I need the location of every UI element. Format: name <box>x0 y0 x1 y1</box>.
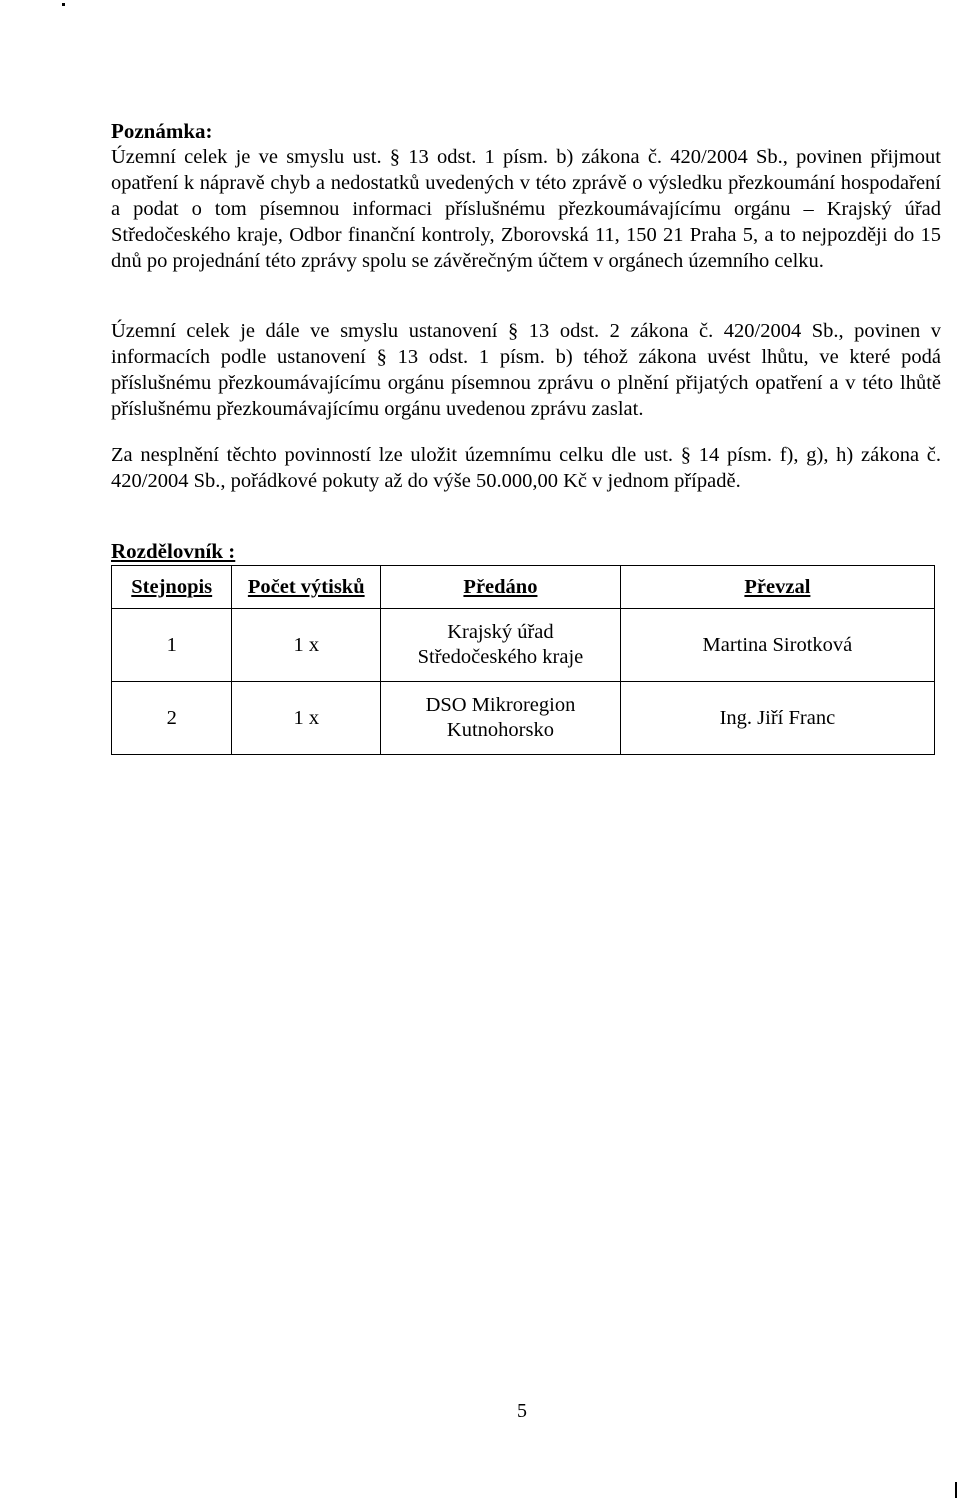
column-header-received-by: Převzal <box>620 566 934 609</box>
cell-copy: 1 <box>112 609 232 682</box>
table-row <box>112 609 935 682</box>
column-header-count: Počet výtisků <box>232 566 381 609</box>
note-paragraph-penalty: Za nesplnění těchto povinností lze uložit územnímu celku dle ust. § 14 písm. f), g), h) zákona č. 420/2004 Sb., pořádkové pokuty až do výše 50.000,00 Kč v jednom případě. <box>111 444 941 492</box>
scan-speck <box>62 3 65 6</box>
table-header-row <box>112 566 935 609</box>
column-header-handed-over: Předáno <box>381 566 621 609</box>
distribution-heading: Rozdělovník : <box>111 539 236 563</box>
cell-count: 1 x <box>232 682 381 755</box>
table-row <box>112 682 935 755</box>
cell-count: 1 x <box>232 609 381 682</box>
note-heading: Poznámka: <box>111 119 213 143</box>
cell-received-by: Ing. Jiří Franc <box>620 682 934 755</box>
column-header-copy: Stejnopis <box>112 566 232 609</box>
cell-handed-over: DSO Mikroregion Kutnohorsko <box>381 682 621 755</box>
note-paragraph-deadline: Územní celek je dále ve smyslu ustanovení § 13 odst. 2 zákona č. 420/2004 Sb., povinen v informacích podle ustanovení § 13 odst. 1 písm. b) téhož zákona uvést lhůtu, ve které podá příslušnému přezkoumávajícímu orgánu písemnou zprávu o plnění přijatých opatření a v této lhůtě příslušnému přezkoumávajícímu orgánu uvedenou zprávu zaslat. <box>111 320 941 420</box>
distribution-table <box>111 565 935 755</box>
scan-edge-mark <box>955 1482 957 1498</box>
note-paragraph-obligation: Územní celek je ve smyslu ust. § 13 odst. 1 písm. b) zákona č. 420/2004 Sb., povinen přijmout opatření k nápravě chyb a nedostatků uvedených v této zprávě o výsledku přezkoumání hospodaření a podat o tom písemnou informaci příslušnému přezkoumávajícímu orgánu – Krajský úřad Středočeského kraje, Odbor finanční kontroly, Zborovská 11, 150 21 Praha 5, a to nejpozději do 15 dnů po projednání této zprávy spolu se závěrečným účtem v orgánech územního celku. <box>111 146 941 272</box>
page-number: 5 <box>517 1400 527 1422</box>
cell-received-by: Martina Sirotková <box>620 609 934 682</box>
cell-copy: 2 <box>112 682 232 755</box>
cell-handed-over: Krajský úřad Středočeského kraje <box>381 609 621 682</box>
